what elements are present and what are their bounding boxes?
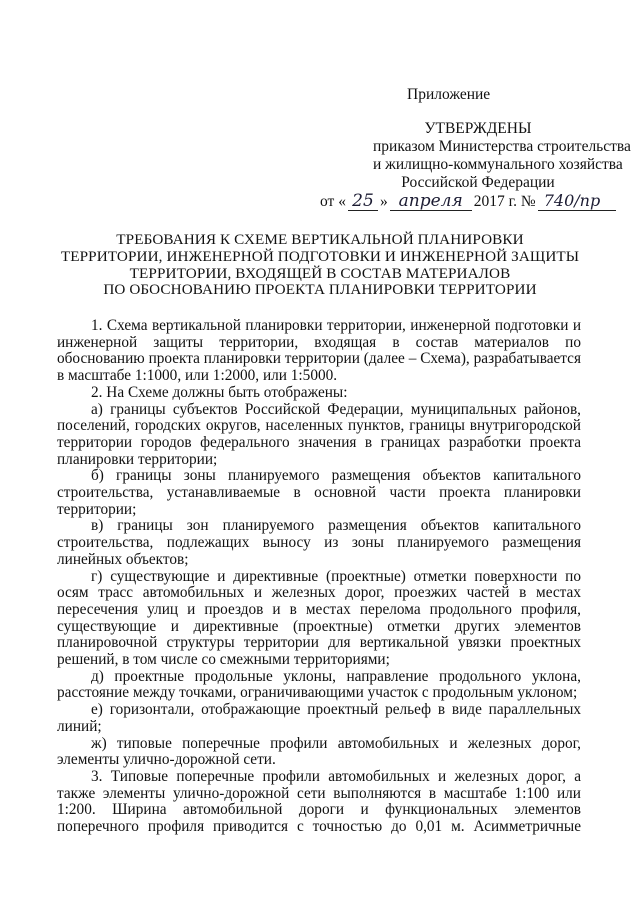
title-line: ТЕРРИТОРИИ, ИНЖЕНЕРНОЙ ПОДГОТОВКИ И ИНЖЕНЕРНОЙ ЗАЩИТЫ	[60, 247, 580, 265]
order-number-handwritten: 740/пр	[538, 192, 616, 211]
title-line: ТЕРРИТОРИИ, ВХОДЯЩЕЙ В СОСТАВ МАТЕРИАЛОВ	[129, 264, 511, 282]
paragraph-3: 3. Типовые поперечные профили автомобильных и железных дорог, а также элементы улично-дорожной сети выполняются в масштабе 1:100 или 1:200. Ширина автомобильной дороги и функциональных элементов поперечного профиля приводится с точностью до 0,01 м. Асимметричные	[57, 767, 581, 836]
order-year: 2017 г. №	[473, 193, 536, 210]
appendix-label: Приложение	[407, 86, 491, 103]
approved-line: и жилищно-коммунального хозяйства	[373, 156, 623, 173]
paragraph-1: 1. Схема вертикальной планировки территории, инженерной подготовки и инженерной защиты территории, входящая в состав материалов по обоснованию проекта планировки территории (далее – Схема), разрабатывается в масштабе 1:1000, или 1:2000, или 1:5000.	[57, 317, 581, 385]
order-day-handwritten: 25	[348, 192, 378, 211]
order-month-handwritten: апреля	[390, 192, 472, 211]
list-item-e: е) горизонтали, отображающие проектный рельеф в виде параллельных линий;	[57, 701, 581, 735]
paragraph-2: 2. На Схеме должны быть отображены:	[91, 383, 348, 401]
list-item-g: г) существующие и директивные (проектные) отметки поверхности по осям трасс автомобильных и железных дорог, проезжих частей в местах пересечения улиц и проездов и в местах перелома продольного профиля, существующие и директивные (проектные) отметки других элементов планировочной структуры территории для вертикальной увязки проектных решений, в том числе со смежными территориями;	[57, 567, 581, 669]
approval-block	[373, 120, 631, 192]
list-item-zh: ж) типовые поперечные профили автомобильных и железных дорог, элементы улично-дорожной сети.	[57, 734, 581, 769]
document-title	[40, 232, 600, 299]
title-line: ПО ОБОСНОВАНИЮ ПРОЕКТА ПЛАНИРОВКИ ТЕРРИТОРИИ	[103, 281, 537, 299]
list-item-b: б) границы зоны планируемого размещения объектов капитального строительства, устанавливаемые в основной части проекта планировки территории;	[57, 467, 581, 518]
order-quote-close: »	[379, 193, 388, 210]
approved-heading: УТВЕРЖДЕНЫ	[424, 120, 532, 137]
approved-line: приказом Министерства строительства	[373, 138, 631, 155]
order-prefix: от «	[320, 193, 346, 210]
order-date-number	[318, 192, 616, 212]
list-item-v: в) границы зон планируемого размещения объектов капитального строительства, подлежащих выносу из зоны планируемого размещения линейных объектов;	[57, 517, 581, 568]
list-item-d: д) проектные продольные уклоны, направление продольного уклона, расстояние между точками, ограничивающими участок с продольным уклоном;	[57, 667, 581, 702]
title-line: ТРЕБОВАНИЯ К СХЕМЕ ВЕРТИКАЛЬНОЙ ПЛАНИРОВКИ	[116, 231, 524, 248]
approved-line: Российской Федерации	[401, 174, 555, 191]
list-item-a: а) границы субъектов Российской Федерации, муниципальных районов, поселений, городских округов, населенных пунктов, границы внутригородской территории городов федерального значения в границах разработки проекта планировки территории;	[57, 400, 581, 468]
document-body	[57, 318, 581, 836]
